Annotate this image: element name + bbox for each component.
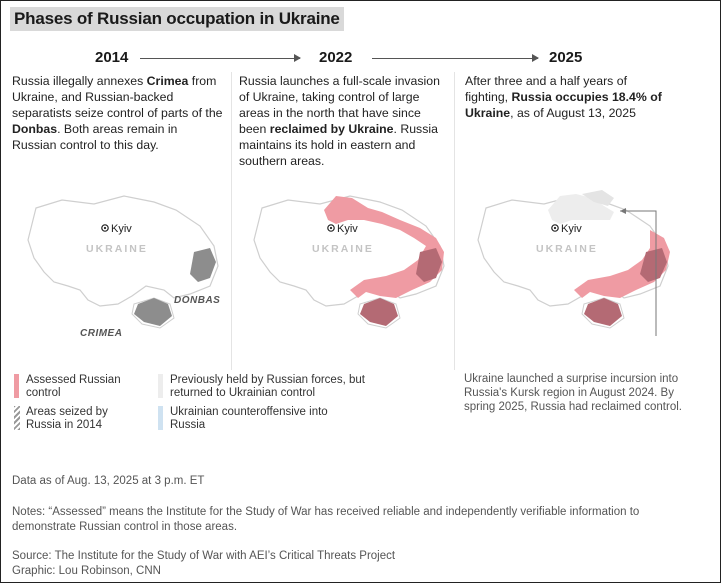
legend-label-seized-2014: Areas seized by Russia in 2014 (26, 406, 108, 431)
year-2022: 2022 (319, 49, 353, 66)
phase-2022-description (239, 73, 447, 169)
phase-2014-description (12, 73, 224, 153)
year-2014: 2014 (95, 49, 129, 66)
donbas-label: DONBAS (174, 295, 221, 306)
crimea-label: CRIMEA (80, 328, 123, 336)
legend-swatch-seized-2014 (14, 406, 20, 430)
timeline-arrow-1 (140, 58, 300, 59)
notes: Notes: “Assessed” means the Institute for the Study of War has received reliable and independently verifiable information to demonstrate Russian control in those areas. (12, 506, 640, 533)
kyiv-label: Kyiv (561, 223, 582, 235)
highlight-text: Crimea (146, 74, 189, 88)
legend-label-counteroffensive: Ukrainian counteroffensive into Russia (170, 406, 328, 431)
highlight-text: reclaimed by Ukraine (269, 122, 394, 136)
legend-swatch-assessed (14, 374, 19, 398)
kursk-note: Ukraine launched a surprise incursion into Russia's Kursk region in August 2024. By spring 2025, Russia had reclaimed control. (464, 373, 682, 413)
highlight-text: Donbas (12, 122, 58, 136)
highlight-text: Russia occupies 18.4% of Ukraine (465, 90, 662, 120)
ukraine-label: UKRAINE (312, 243, 374, 255)
legend-label-returned: Previously held by Russian forces, but returned to Ukrainian control (170, 374, 365, 399)
timeline-arrow-2 (372, 58, 538, 59)
kyiv-label: Kyiv (337, 223, 358, 235)
year-2025: 2025 (549, 49, 583, 66)
map-2022 (240, 186, 460, 336)
graphic-credit: Graphic: Lou Robinson, CNN (12, 565, 161, 577)
description-text: from Ukraine, and Russian-backed separatists seize control of parts of the (12, 74, 223, 120)
data-as-of: Data as of Aug. 13, 2025 at 3 p.m. ET (12, 475, 205, 487)
kyiv-label: Kyiv (111, 223, 132, 235)
description-text: , as of August 13, 2025 (510, 106, 636, 120)
map-2025 (464, 186, 684, 336)
phase-2025-description (465, 73, 665, 121)
description-text: . Both areas remain in Russian control to this day. (12, 122, 178, 152)
legend-label-assessed: Assessed Russian control (26, 374, 121, 399)
ukraine-label: UKRAINE (86, 243, 148, 255)
ukraine-label: UKRAINE (536, 243, 598, 255)
source: Source: The Institute for the Study of War with AEI’s Critical Threats Project (12, 550, 396, 562)
description-text: Russia launches a full-scale invasion of Ukraine, taking control of large areas in the north that have since been (239, 74, 440, 136)
legend-swatch-returned (158, 374, 163, 398)
description-text: Russia illegally annexes (12, 74, 147, 88)
description-text: After three and a half years of fighting, (465, 74, 628, 104)
map-2014 (14, 186, 234, 336)
page-title: Phases of Russian occupation in Ukraine (10, 7, 344, 31)
description-text: . Russia maintains its hold in eastern and southern areas. (239, 122, 438, 168)
legend-swatch-counteroffensive (158, 406, 163, 430)
